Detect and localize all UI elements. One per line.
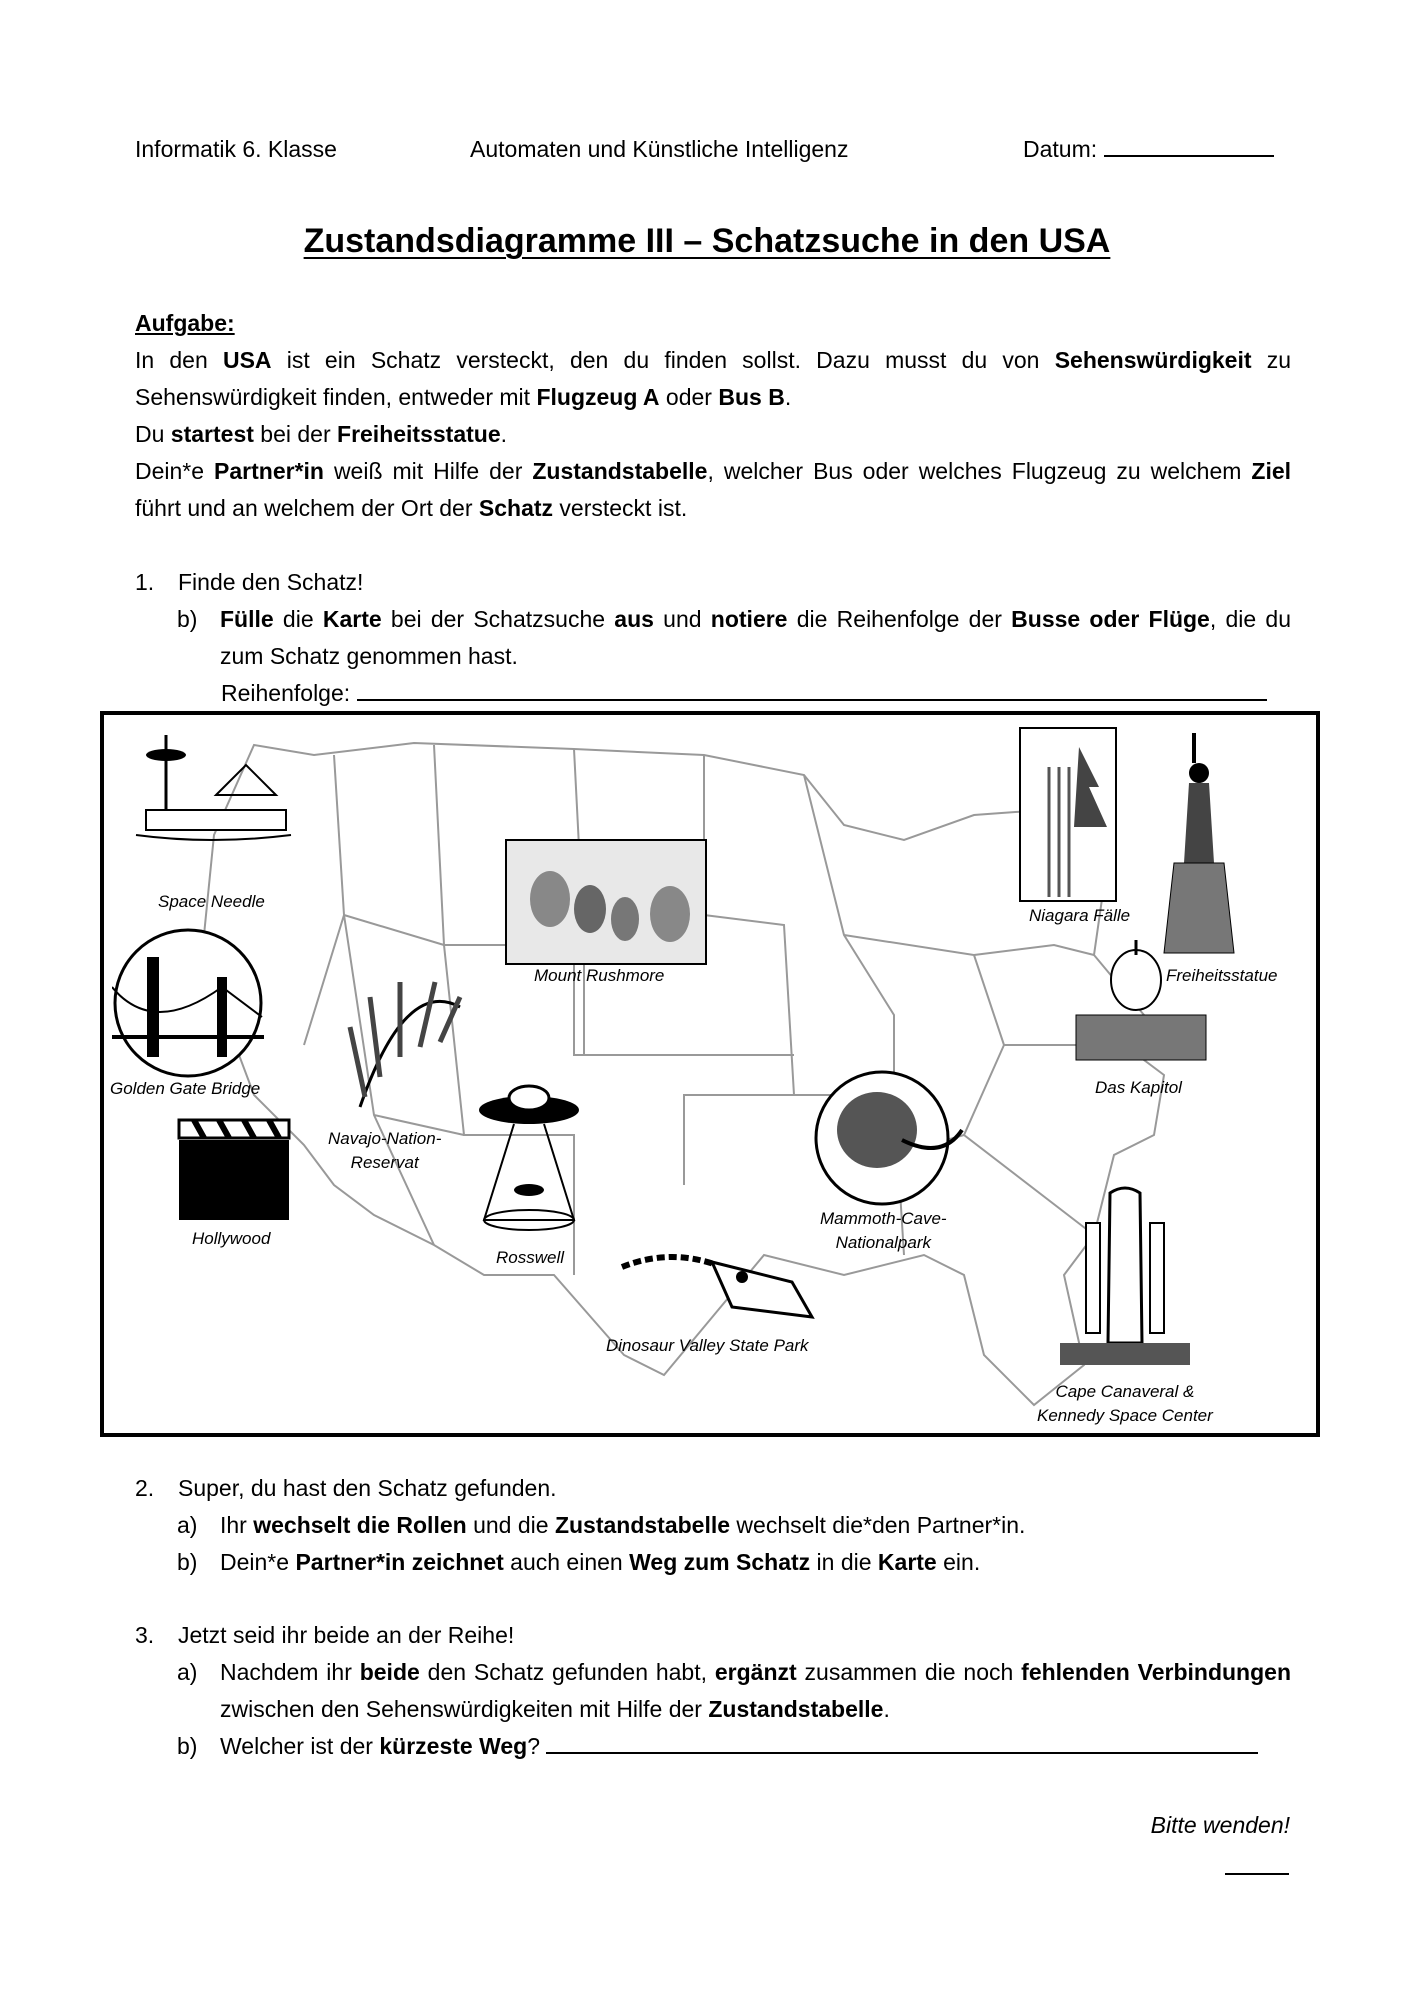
- q3-number: 3.: [135, 1622, 155, 1648]
- question-2: [135, 1470, 1291, 1581]
- label-navajo: Navajo-Nation- Reservat: [328, 1129, 442, 1172]
- label-rosswell: Rosswell: [496, 1248, 565, 1267]
- header-date: [1023, 136, 1274, 163]
- task-p2: Du startest bei der Freiheitsstatue.: [135, 421, 508, 447]
- label-dinosaur: Dinosaur Valley State Park: [606, 1336, 809, 1355]
- clapperboard-icon: [174, 1110, 294, 1222]
- task-section: [135, 305, 1291, 527]
- header-subject: Informatik 6. Klasse: [135, 136, 337, 162]
- dinosaur-skull-icon: [612, 1247, 822, 1332]
- golden-gate-icon: [112, 927, 264, 1079]
- statue-of-liberty-icon: [1144, 723, 1254, 963]
- label-golden-gate: Golden Gate Bridge: [110, 1079, 261, 1098]
- q2-text: Super, du hast den Schatz gefunden.: [178, 1475, 557, 1501]
- question-1: [135, 564, 1291, 712]
- footer-line: [1225, 1873, 1289, 1875]
- q3-b: b) Welcher ist der kürzeste Weg?: [135, 1728, 1291, 1765]
- mammoth-icon: [812, 1060, 972, 1215]
- header-topic: Automaten und Künstliche Intelligenz: [470, 136, 849, 162]
- label-liberty: Freiheitsstatue: [1166, 966, 1278, 985]
- order-label: Reihenfolge:: [221, 680, 351, 706]
- q3-a: a) Nachdem ihr beide den Schatz gefunden habt, ergänzt zusammen die noch fehlenden Verbindungen zwischen den Sehenswürdigkeiten mit Hilfe der Zustandstabelle.: [177, 1659, 1291, 1722]
- capitol-icon: [1066, 935, 1216, 1063]
- label-mount-rushmore: Mount Rushmore: [534, 966, 665, 985]
- task-p1: In den USA ist ein Schatz versteckt, den du finden sollst. Dazu musst du von Sehenswürdigkeit zu Sehenswürdigkeit finden, entweder mit Flugzeug A oder Bus B.: [135, 347, 1292, 410]
- task-heading: Aufgabe:: [135, 310, 235, 336]
- q2-number: 2.: [135, 1475, 155, 1501]
- task-p3: Dein*e Partner*in weiß mit Hilfe der Zustandstabelle, welcher Bus oder welches Flugzeug zu welchem Ziel führt und an welchem der Ort der Schatz versteckt ist.: [135, 458, 1292, 521]
- label-hollywood: Hollywood: [192, 1229, 271, 1248]
- space-shuttle-icon: [1050, 1183, 1200, 1371]
- label-capitol: Das Kapitol: [1095, 1078, 1182, 1097]
- page-title: Zustandsdiagramme III – Schatzsuche in den USA: [303, 222, 1111, 260]
- ufo-icon: [474, 1080, 584, 1235]
- label-niagara: Niagara Fälle: [1029, 906, 1131, 925]
- q1-number: 1.: [135, 569, 155, 595]
- mount-rushmore-icon: [505, 839, 707, 965]
- label-space-needle: Space Needle: [158, 892, 265, 911]
- label-mammoth: Mammoth-Cave- Nationalpark: [820, 1209, 947, 1252]
- order-blank[interactable]: [357, 699, 1267, 701]
- q1-b: b) Fülle die Karte bei der Schatzsuche aus und notiere die Reihenfolge der Busse oder Flüge, die du zum Schatz genommen hast.: [177, 606, 1292, 669]
- q2-a: a) Ihr wechselt die Rollen und die Zustandstabelle wechselt die*den Partner*in.: [177, 1512, 1026, 1538]
- shortest-path-blank[interactable]: [546, 1752, 1258, 1754]
- q1-text: Finde den Schatz!: [178, 569, 364, 595]
- q3-text: Jetzt seid ihr beide an der Reihe!: [178, 1622, 515, 1648]
- please-turn: Bitte wenden!: [1150, 1812, 1290, 1838]
- date-label: Datum:: [1023, 136, 1098, 162]
- question-3: [135, 1617, 1291, 1765]
- space-needle-icon: [126, 725, 296, 850]
- date-blank[interactable]: [1104, 155, 1274, 157]
- q1-order: [135, 675, 1291, 712]
- label-cape-canaveral: Cape Canaveral & Kennedy Space Center: [1037, 1382, 1213, 1425]
- niagara-falls-icon: [1019, 727, 1117, 902]
- headdress-icon: [340, 967, 470, 1122]
- q2-b: b) Dein*e Partner*in zeichnet auch einen Weg zum Schatz in die Karte ein.: [177, 1549, 981, 1575]
- usa-map[interactable]: [100, 711, 1320, 1437]
